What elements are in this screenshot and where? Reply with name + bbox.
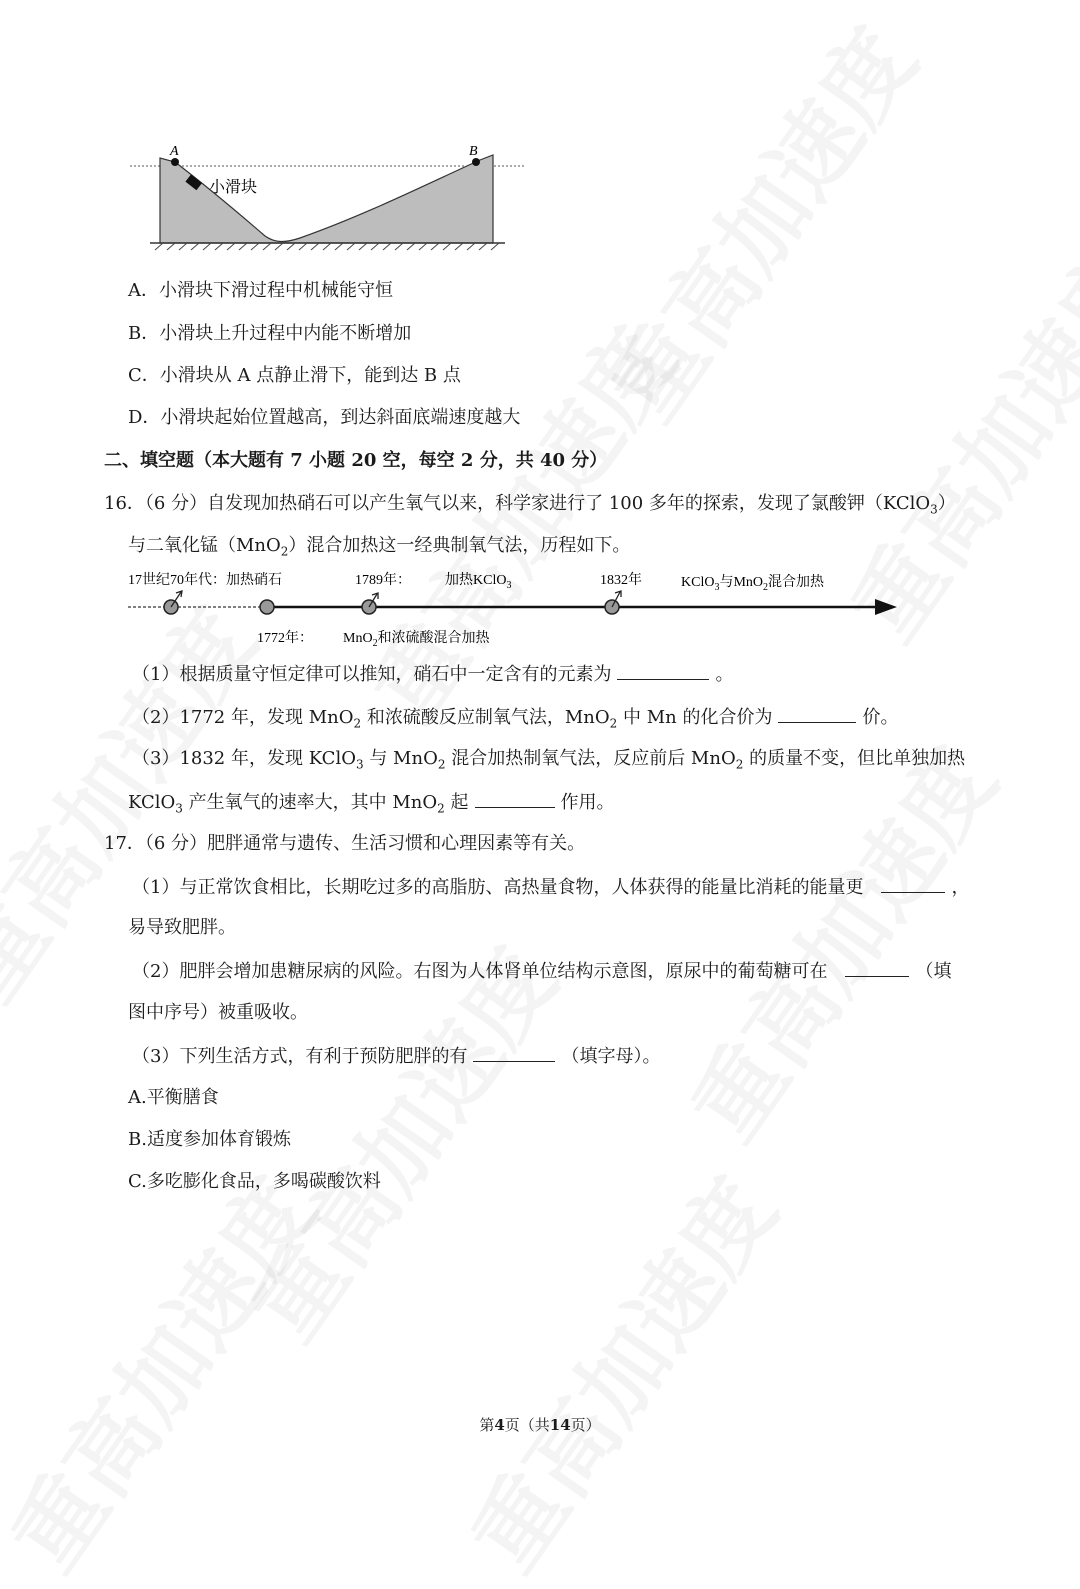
option-d: D．小滑块起始位置越高，到达斜面底端速度越大 <box>128 407 521 428</box>
watermark <box>599 15 931 435</box>
slide-track-figure <box>125 140 535 255</box>
label-b: B <box>469 144 478 159</box>
q17-option-b: B.适度参加体育锻炼 <box>128 1129 291 1150</box>
watermark <box>459 1165 791 1585</box>
timeline-t3-event: KClO$_3$与MnO$_2$混合加热 <box>681 575 825 593</box>
q17-sub1-line2: 易导致肥胖。 <box>128 917 236 938</box>
q17-sub2-line2: 图中序号）被重吸收。 <box>128 1002 308 1023</box>
timeline-t4-event: MnO$_2$和浓硫酸混合加热 <box>343 631 490 649</box>
watermark <box>679 735 1011 1155</box>
answer-blank[interactable] <box>881 874 945 893</box>
answer-blank[interactable] <box>617 661 709 680</box>
page-footer: 第4页（共14页） <box>479 1416 601 1434</box>
timeline-figure <box>125 566 905 651</box>
section-title: 二、填空题（本大题有 7 小题 20 空，每空 2 分，共 40 分） <box>104 450 608 471</box>
q16-stem-line1: 16．（6 分）自发现加热硝石可以产生氧气以来，科学家进行了 100 多年的探索，发现了氯酸钾（KClO$_3$） <box>104 493 956 517</box>
timeline-node <box>260 600 274 614</box>
q16-sub3: （3）1832 年，发现 KClO$_3$ 与 MnO$_2$ 混合加热制氧气法，反应前后 MnO$_2$ 的质量不变，但比单独加热 <box>132 748 966 772</box>
timeline-t1: 17世纪70年代：加热硝石 <box>128 573 282 588</box>
watermark <box>0 1165 331 1585</box>
option-a: A．小滑块下滑过程中机械能守恒 <box>128 280 393 301</box>
q17-sub2: （2）肥胖会增加患糖尿病的风险。右图为人体肾单位结构示意图，原尿中的葡萄糖可在 （填 <box>132 958 951 984</box>
q16-stem-line2: 与二氧化锰（MnO$_2$）混合加热这一经典制氧气法，历程如下。 <box>128 535 631 559</box>
point-a <box>171 158 179 166</box>
q17-sub1: （1）与正常饮食相比，长期吃过多的高脂肪、高热量食物，人体获得的能量比消耗的能量更 ， <box>132 874 969 900</box>
block-label: 小滑块 <box>209 179 258 196</box>
timeline-t2-year: 1789年： <box>355 573 411 588</box>
arrow-head <box>875 599 897 615</box>
q16-sub1: （1）根据质量守恒定律可以推知，硝石中一定含有的元素为 。 <box>132 661 733 687</box>
answer-blank[interactable] <box>473 1043 555 1062</box>
answer-blank[interactable] <box>475 789 555 808</box>
q17-option-a: A.平衡膳食 <box>128 1087 219 1108</box>
timeline-t2-event: 加热KClO$_3$ <box>445 573 512 591</box>
timeline-t4-year: 1772年： <box>257 631 313 646</box>
q16-sub3-line2: KClO$_3$ 产生氧气的速率大，其中 MnO$_2$ 起 作用。 <box>128 789 615 821</box>
label-a: A <box>170 144 179 159</box>
option-c: C．小滑块从 A 点静止滑下，能到达 B 点 <box>128 365 461 386</box>
page-number: 4 <box>494 1416 505 1434</box>
answer-blank[interactable] <box>845 958 909 977</box>
point-b <box>472 158 480 166</box>
q17-option-c: C.多吃膨化食品，多喝碳酸饮料 <box>128 1171 381 1192</box>
timeline-t3-year: 1832年 <box>600 573 642 588</box>
page-total: 14 <box>549 1416 571 1434</box>
option-b: B．小滑块上升过程中内能不断增加 <box>128 323 412 344</box>
q17-stem: 17．（6 分）肥胖通常与遗传、生活习惯和心理因素等有关。 <box>104 833 586 854</box>
q16-sub2: （2）1772 年，发现 MnO$_2$ 和浓硫酸反应制氧气法，MnO$_2$ 中 Mn 的化合价为 价。 <box>132 704 898 736</box>
answer-blank[interactable] <box>778 704 856 723</box>
q17-sub3: （3）下列生活方式，有利于预防肥胖的有 （填字母）。 <box>132 1043 660 1069</box>
